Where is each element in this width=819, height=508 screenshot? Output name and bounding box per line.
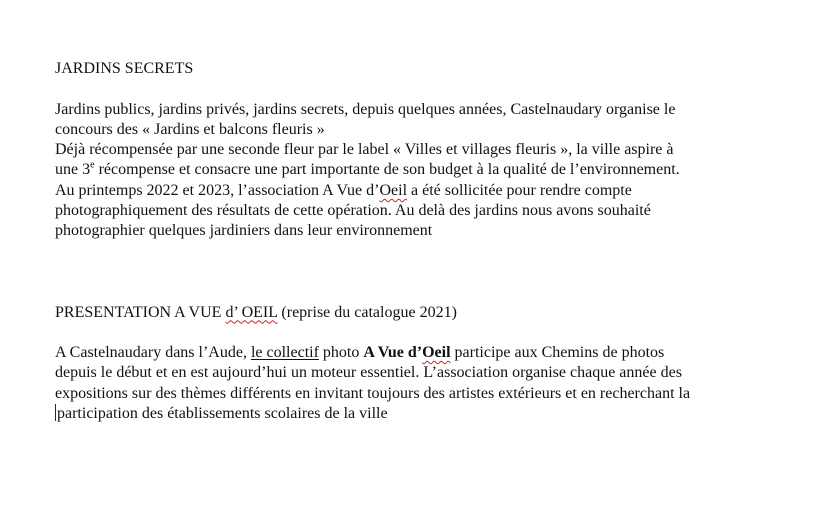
section-heading-jardins-secrets: JARDINS SECRETS bbox=[55, 60, 194, 77]
text-line: depuis le début et en est aujourd’hui un moteur essentiel. L’association organise chaque année des bbox=[55, 364, 682, 382]
text-line: photographiquement des résultats de cette opération. Au delà des jardins nous avons souhaité bbox=[55, 202, 651, 220]
text-run: a été sollicitée pour rendre compte bbox=[407, 181, 632, 199]
text-cursor bbox=[55, 404, 56, 421]
text-run: une 3 bbox=[55, 161, 91, 179]
text-run: Au printemps 2022 et 2023, l’association A Vue d’ bbox=[55, 181, 380, 199]
spellcheck-word[interactable]: Oeil bbox=[379, 181, 408, 199]
document-page[interactable] bbox=[55, 59, 775, 424]
bold-text bbox=[363, 344, 450, 361]
text-run: photo bbox=[318, 344, 364, 362]
text-line: Déjà récompensée par une seconde fleur par le label « Villes et villages fleuris », la ville aspire à bbox=[55, 141, 674, 159]
text-line bbox=[55, 160, 775, 180]
text-run: (reprise du catalogue 2021) bbox=[277, 303, 457, 321]
text-line: photographier quelques jardiniers dans leur environnement bbox=[55, 222, 433, 240]
text-line: Jardins publics, jardins privés, jardins secrets, depuis quelques années, Castelnaudary organise le bbox=[55, 100, 676, 118]
text-run: PRESENTATION A VUE bbox=[55, 303, 226, 321]
blank-line bbox=[55, 79, 775, 99]
text-run: participation des établissements scolaires de la ville bbox=[57, 405, 388, 423]
spellcheck-word[interactable]: Oeil bbox=[422, 344, 451, 362]
text-line bbox=[55, 181, 775, 201]
spellcheck-word[interactable]: d’ OEIL bbox=[225, 303, 278, 321]
superscript-text: e bbox=[90, 160, 95, 172]
underlined-text: le collectif bbox=[250, 344, 319, 362]
text-line bbox=[55, 343, 775, 363]
text-run: participe aux Chemins de photos bbox=[450, 344, 665, 362]
blank-lines bbox=[55, 242, 775, 303]
text-run: A Castelnaudary dans l’Aude, bbox=[55, 344, 251, 362]
blank-line bbox=[55, 323, 775, 343]
text-run: récompense et consacre une part importante de son budget à la qualité de l’environnement. bbox=[94, 161, 680, 179]
text-run: A Vue d’ bbox=[363, 344, 423, 362]
section-heading-presentation bbox=[55, 303, 775, 323]
text-line: concours des « Jardins et balcons fleuris » bbox=[55, 120, 325, 138]
text-line bbox=[55, 404, 775, 424]
text-line: expositions sur des thèmes différents en invitant toujours des artistes extérieurs et en recherchant la bbox=[55, 384, 691, 402]
